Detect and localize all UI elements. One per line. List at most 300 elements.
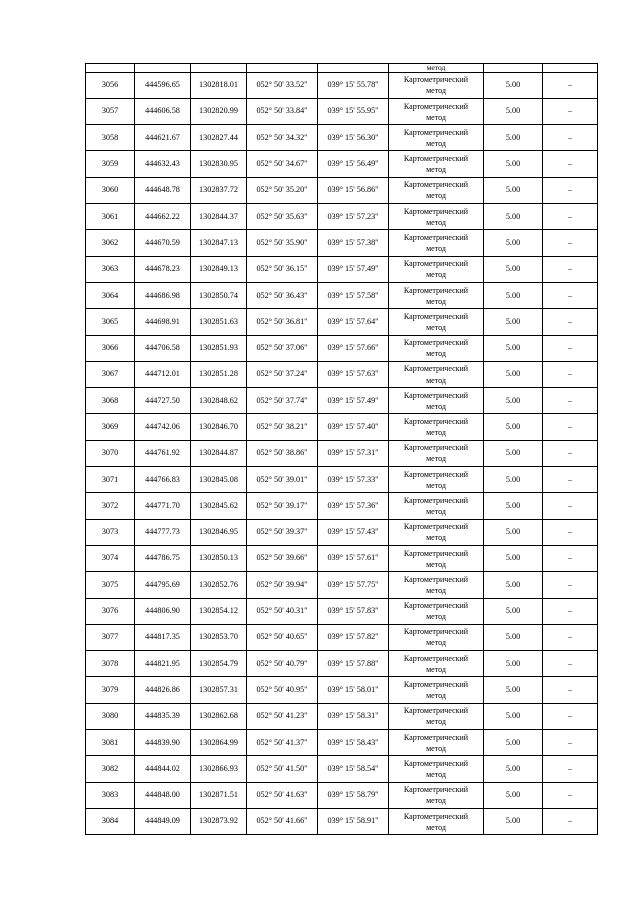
method-line-1: Картометрический xyxy=(403,811,469,821)
method-cell xyxy=(389,493,484,519)
y-coordinate-cell: 1302846.95 xyxy=(191,519,247,545)
method-line-1: Картометрический xyxy=(403,180,469,190)
method-cell xyxy=(389,256,484,282)
latitude-cell: 052° 50' 35.90" xyxy=(247,230,318,256)
x-coordinate-cell: 444777.73 xyxy=(135,519,191,545)
method-line-2: метод xyxy=(426,454,446,464)
latitude-cell: 052° 50' 37.74" xyxy=(247,388,318,414)
longitude-cell: 039° 15' 58.31" xyxy=(318,703,389,729)
continuation-row xyxy=(86,64,598,73)
method-line-1: Картометрический xyxy=(403,732,469,742)
longitude-cell: 039° 15' 57.43" xyxy=(318,519,389,545)
point-number-cell: 3067 xyxy=(86,361,135,387)
method-line-2: метод xyxy=(426,743,446,753)
y-coordinate-cell: 1302818.01 xyxy=(191,72,247,98)
note-cell: – xyxy=(543,98,598,124)
cell-empty xyxy=(86,64,135,73)
y-coordinate-cell: 1302850.13 xyxy=(191,545,247,571)
longitude-cell: 039° 15' 57.58" xyxy=(318,282,389,308)
note-cell: – xyxy=(543,256,598,282)
method-line-2: метод xyxy=(426,322,446,332)
method-line-2: метод xyxy=(426,796,446,806)
x-coordinate-cell: 444678.23 xyxy=(135,256,191,282)
accuracy-cell: 5.00 xyxy=(484,72,543,98)
note-cell: – xyxy=(543,519,598,545)
longitude-cell: 039° 15' 57.82" xyxy=(318,624,389,650)
table-row xyxy=(86,598,598,624)
method-cell xyxy=(389,440,484,466)
point-number-cell: 3061 xyxy=(86,204,135,230)
y-coordinate-cell: 1302851.63 xyxy=(191,309,247,335)
latitude-cell: 052° 50' 33.52" xyxy=(247,72,318,98)
accuracy-cell: 5.00 xyxy=(484,677,543,703)
table-row xyxy=(86,98,598,124)
latitude-cell: 052° 50' 34.67" xyxy=(247,151,318,177)
method-cell xyxy=(389,756,484,782)
method-line-1: Картометрический xyxy=(403,495,469,505)
note-cell: – xyxy=(543,414,598,440)
x-coordinate-cell: 444632.43 xyxy=(135,151,191,177)
point-number-cell: 3083 xyxy=(86,782,135,808)
note-cell: – xyxy=(543,309,598,335)
accuracy-cell: 5.00 xyxy=(484,624,543,650)
table-row xyxy=(86,230,598,256)
accuracy-cell: 5.00 xyxy=(484,545,543,571)
accuracy-cell: 5.00 xyxy=(484,282,543,308)
method-cell xyxy=(389,519,484,545)
note-cell: – xyxy=(543,335,598,361)
point-number-cell: 3084 xyxy=(86,808,135,834)
method-cell xyxy=(389,72,484,98)
note-cell: – xyxy=(543,545,598,571)
note-cell: – xyxy=(543,388,598,414)
method-line-1: Картометрический xyxy=(403,522,469,532)
method-line-2: метод xyxy=(426,506,446,516)
note-cell: – xyxy=(543,703,598,729)
table-row xyxy=(86,730,598,756)
y-coordinate-cell: 1302864.99 xyxy=(191,730,247,756)
cell-empty xyxy=(484,64,543,73)
x-coordinate-cell: 444826.86 xyxy=(135,677,191,703)
longitude-cell: 039° 15' 55.78" xyxy=(318,72,389,98)
latitude-cell: 052° 50' 39.66" xyxy=(247,545,318,571)
accuracy-cell: 5.00 xyxy=(484,361,543,387)
method-line-1: Картометрический xyxy=(403,206,469,216)
latitude-cell: 052° 50' 39.17" xyxy=(247,493,318,519)
longitude-cell: 039° 15' 58.43" xyxy=(318,730,389,756)
method-line-2: метод xyxy=(426,296,446,306)
y-coordinate-cell: 1302847.13 xyxy=(191,230,247,256)
latitude-cell: 052° 50' 38.86" xyxy=(247,440,318,466)
x-coordinate-cell: 444848.00 xyxy=(135,782,191,808)
x-coordinate-cell: 444686.98 xyxy=(135,282,191,308)
note-cell: – xyxy=(543,467,598,493)
table-row xyxy=(86,309,598,335)
table-row xyxy=(86,624,598,650)
longitude-cell: 039° 15' 57.23" xyxy=(318,204,389,230)
latitude-cell: 052° 50' 41.50" xyxy=(247,756,318,782)
cell-method-continued: метод xyxy=(389,64,484,73)
cell-empty xyxy=(135,64,191,73)
method-line-1: Картометрический xyxy=(403,548,469,558)
point-number-cell: 3074 xyxy=(86,545,135,571)
point-number-cell: 3069 xyxy=(86,414,135,440)
y-coordinate-cell: 1302873.92 xyxy=(191,808,247,834)
table-row xyxy=(86,808,598,834)
x-coordinate-cell: 444698.91 xyxy=(135,309,191,335)
method-line-2: метод xyxy=(426,270,446,280)
y-coordinate-cell: 1302820.99 xyxy=(191,98,247,124)
longitude-cell: 039° 15' 57.49" xyxy=(318,388,389,414)
method-line-2: метод xyxy=(426,217,446,227)
latitude-cell: 052° 50' 39.01" xyxy=(247,467,318,493)
longitude-cell: 039° 15' 56.49" xyxy=(318,151,389,177)
method-line-1: Картометрический xyxy=(403,601,469,611)
table-row xyxy=(86,256,598,282)
method-line-2: метод xyxy=(426,769,446,779)
table-row xyxy=(86,782,598,808)
x-coordinate-cell: 444786.75 xyxy=(135,545,191,571)
point-number-cell: 3080 xyxy=(86,703,135,729)
y-coordinate-cell: 1302851.93 xyxy=(191,335,247,361)
longitude-cell: 039° 15' 58.79" xyxy=(318,782,389,808)
note-cell: – xyxy=(543,361,598,387)
method-cell xyxy=(389,598,484,624)
latitude-cell: 052° 50' 38.21" xyxy=(247,414,318,440)
method-line-2: метод xyxy=(426,349,446,359)
accuracy-cell: 5.00 xyxy=(484,335,543,361)
y-coordinate-cell: 1302844.87 xyxy=(191,440,247,466)
table-row xyxy=(86,414,598,440)
x-coordinate-cell: 444844.02 xyxy=(135,756,191,782)
method-cell xyxy=(389,151,484,177)
method-cell xyxy=(389,730,484,756)
cell-empty xyxy=(318,64,389,73)
y-coordinate-cell: 1302849.13 xyxy=(191,256,247,282)
y-coordinate-cell: 1302853.70 xyxy=(191,624,247,650)
y-coordinate-cell: 1302848.62 xyxy=(191,388,247,414)
method-line-2: метод xyxy=(426,375,446,385)
accuracy-cell: 5.00 xyxy=(484,756,543,782)
method-line-2: метод xyxy=(426,612,446,622)
longitude-cell: 039° 15' 57.61" xyxy=(318,545,389,571)
latitude-cell: 052° 50' 40.31" xyxy=(247,598,318,624)
point-number-cell: 3058 xyxy=(86,125,135,151)
point-number-cell: 3079 xyxy=(86,677,135,703)
x-coordinate-cell: 444606.58 xyxy=(135,98,191,124)
point-number-cell: 3082 xyxy=(86,756,135,782)
accuracy-cell: 5.00 xyxy=(484,730,543,756)
latitude-cell: 052° 50' 41.23" xyxy=(247,703,318,729)
x-coordinate-cell: 444706.58 xyxy=(135,335,191,361)
method-cell xyxy=(389,98,484,124)
point-number-cell: 3066 xyxy=(86,335,135,361)
method-line-2: метод xyxy=(426,401,446,411)
latitude-cell: 052° 50' 39.37" xyxy=(247,519,318,545)
note-cell: – xyxy=(543,624,598,650)
table-row xyxy=(86,335,598,361)
table-row xyxy=(86,677,598,703)
x-coordinate-cell: 444742.06 xyxy=(135,414,191,440)
cell-empty xyxy=(543,64,598,73)
table-row xyxy=(86,151,598,177)
note-cell: – xyxy=(543,651,598,677)
method-line-1: Картометрический xyxy=(403,364,469,374)
point-number-cell: 3070 xyxy=(86,440,135,466)
y-coordinate-cell: 1302851.28 xyxy=(191,361,247,387)
longitude-cell: 039° 15' 57.49" xyxy=(318,256,389,282)
method-cell xyxy=(389,230,484,256)
method-line-2: метод xyxy=(426,244,446,254)
x-coordinate-cell: 444821.95 xyxy=(135,651,191,677)
table-row xyxy=(86,756,598,782)
y-coordinate-cell: 1302830.95 xyxy=(191,151,247,177)
note-cell: – xyxy=(543,440,598,466)
method-line-1: Картометрический xyxy=(403,706,469,716)
point-number-cell: 3073 xyxy=(86,519,135,545)
method-line-1: Картометрический xyxy=(403,259,469,269)
method-line-2: метод xyxy=(426,533,446,543)
point-number-cell: 3081 xyxy=(86,730,135,756)
latitude-cell: 052° 50' 36.81" xyxy=(247,309,318,335)
method-line-2: метод xyxy=(426,165,446,175)
method-line-1: Картометрический xyxy=(403,680,469,690)
method-line-2: метод xyxy=(426,822,446,832)
longitude-cell: 039° 15' 56.30" xyxy=(318,125,389,151)
method-line-2: метод xyxy=(426,664,446,674)
latitude-cell: 052° 50' 37.24" xyxy=(247,361,318,387)
method-line-2: метод xyxy=(426,480,446,490)
y-coordinate-cell: 1302871.51 xyxy=(191,782,247,808)
latitude-cell: 052° 50' 35.20" xyxy=(247,177,318,203)
point-number-cell: 3064 xyxy=(86,282,135,308)
point-number-cell: 3059 xyxy=(86,151,135,177)
table-row xyxy=(86,282,598,308)
accuracy-cell: 5.00 xyxy=(484,125,543,151)
longitude-cell: 039° 15' 57.38" xyxy=(318,230,389,256)
accuracy-cell: 5.00 xyxy=(484,256,543,282)
accuracy-cell: 5.00 xyxy=(484,467,543,493)
y-coordinate-cell: 1302854.12 xyxy=(191,598,247,624)
table-row xyxy=(86,204,598,230)
longitude-cell: 039° 15' 57.31" xyxy=(318,440,389,466)
method-cell xyxy=(389,651,484,677)
note-cell: – xyxy=(543,151,598,177)
method-cell xyxy=(389,467,484,493)
note-cell: – xyxy=(543,204,598,230)
latitude-cell: 052° 50' 39.94" xyxy=(247,572,318,598)
note-cell: – xyxy=(543,756,598,782)
cell-empty xyxy=(191,64,247,73)
method-line-1: Картометрический xyxy=(403,127,469,137)
longitude-cell: 039° 15' 57.36" xyxy=(318,493,389,519)
note-cell: – xyxy=(543,730,598,756)
x-coordinate-cell: 444761.92 xyxy=(135,440,191,466)
method-cell xyxy=(389,361,484,387)
method-cell xyxy=(389,282,484,308)
point-number-cell: 3062 xyxy=(86,230,135,256)
longitude-cell: 039° 15' 57.66" xyxy=(318,335,389,361)
method-line-1: Картометрический xyxy=(403,285,469,295)
point-number-cell: 3065 xyxy=(86,309,135,335)
method-cell xyxy=(389,177,484,203)
x-coordinate-cell: 444795.69 xyxy=(135,572,191,598)
method-line-1: Картометрический xyxy=(403,154,469,164)
method-line-1: Картометрический xyxy=(403,232,469,242)
method-line-1: Картометрический xyxy=(403,653,469,663)
note-cell: – xyxy=(543,598,598,624)
method-line-2: метод xyxy=(426,86,446,96)
x-coordinate-cell: 444839.90 xyxy=(135,730,191,756)
accuracy-cell: 5.00 xyxy=(484,98,543,124)
table-row xyxy=(86,519,598,545)
x-coordinate-cell: 444596.65 xyxy=(135,72,191,98)
note-cell: – xyxy=(543,282,598,308)
accuracy-cell: 5.00 xyxy=(484,493,543,519)
method-cell xyxy=(389,624,484,650)
longitude-cell: 039° 15' 57.33" xyxy=(318,467,389,493)
y-coordinate-cell: 1302854.79 xyxy=(191,651,247,677)
accuracy-cell: 5.00 xyxy=(484,808,543,834)
method-line-1: Картометрический xyxy=(403,101,469,111)
method-cell xyxy=(389,545,484,571)
method-line-1: Картометрический xyxy=(403,338,469,348)
note-cell: – xyxy=(543,125,598,151)
table-row xyxy=(86,388,598,414)
point-number-cell: 3057 xyxy=(86,98,135,124)
method-cell xyxy=(389,808,484,834)
table-row xyxy=(86,440,598,466)
y-coordinate-cell: 1302844.37 xyxy=(191,204,247,230)
method-line-1: Картометрический xyxy=(403,574,469,584)
method-line-1: Картометрический xyxy=(403,785,469,795)
note-cell: – xyxy=(543,493,598,519)
latitude-cell: 052° 50' 40.65" xyxy=(247,624,318,650)
method-cell xyxy=(389,388,484,414)
method-cell xyxy=(389,309,484,335)
table-row xyxy=(86,125,598,151)
y-coordinate-cell: 1302862.68 xyxy=(191,703,247,729)
x-coordinate-cell: 444835.39 xyxy=(135,703,191,729)
accuracy-cell: 5.00 xyxy=(484,651,543,677)
method-cell xyxy=(389,204,484,230)
latitude-cell: 052° 50' 36.15" xyxy=(247,256,318,282)
accuracy-cell: 5.00 xyxy=(484,388,543,414)
note-cell: – xyxy=(543,177,598,203)
y-coordinate-cell: 1302846.70 xyxy=(191,414,247,440)
method-line-2: метод xyxy=(426,559,446,569)
latitude-cell: 052° 50' 35.63" xyxy=(247,204,318,230)
longitude-cell: 039° 15' 58.01" xyxy=(318,677,389,703)
x-coordinate-cell: 444712.01 xyxy=(135,361,191,387)
accuracy-cell: 5.00 xyxy=(484,414,543,440)
latitude-cell: 052° 50' 34.32" xyxy=(247,125,318,151)
method-line-1: Картометрический xyxy=(403,443,469,453)
note-cell: – xyxy=(543,677,598,703)
note-cell: – xyxy=(543,782,598,808)
x-coordinate-cell: 444621.67 xyxy=(135,125,191,151)
longitude-cell: 039° 15' 57.64" xyxy=(318,309,389,335)
longitude-cell: 039° 15' 56.86" xyxy=(318,177,389,203)
longitude-cell: 039° 15' 58.54" xyxy=(318,756,389,782)
method-line-1: Картометрический xyxy=(403,758,469,768)
table-row xyxy=(86,361,598,387)
table-row xyxy=(86,703,598,729)
method-line-2: метод xyxy=(426,138,446,148)
latitude-cell: 052° 50' 41.63" xyxy=(247,782,318,808)
note-cell: – xyxy=(543,572,598,598)
y-coordinate-cell: 1302827.44 xyxy=(191,125,247,151)
x-coordinate-cell: 444806.90 xyxy=(135,598,191,624)
point-number-cell: 3077 xyxy=(86,624,135,650)
accuracy-cell: 5.00 xyxy=(484,519,543,545)
method-line-2: метод xyxy=(426,717,446,727)
table-row xyxy=(86,72,598,98)
y-coordinate-cell: 1302850.74 xyxy=(191,282,247,308)
y-coordinate-cell: 1302866.93 xyxy=(191,756,247,782)
table-row xyxy=(86,572,598,598)
latitude-cell: 052° 50' 37.06" xyxy=(247,335,318,361)
point-number-cell: 3071 xyxy=(86,467,135,493)
accuracy-cell: 5.00 xyxy=(484,440,543,466)
point-number-cell: 3068 xyxy=(86,388,135,414)
method-line-1: Картометрический xyxy=(403,469,469,479)
table-row xyxy=(86,493,598,519)
y-coordinate-cell: 1302845.08 xyxy=(191,467,247,493)
point-number-cell: 3060 xyxy=(86,177,135,203)
coordinates-table xyxy=(85,63,598,835)
method-cell xyxy=(389,677,484,703)
table-row xyxy=(86,651,598,677)
y-coordinate-cell: 1302852.76 xyxy=(191,572,247,598)
method-cell xyxy=(389,703,484,729)
accuracy-cell: 5.00 xyxy=(484,782,543,808)
longitude-cell: 039° 15' 55.95" xyxy=(318,98,389,124)
method-line-2: метод xyxy=(426,638,446,648)
latitude-cell: 052° 50' 40.79" xyxy=(247,651,318,677)
y-coordinate-cell: 1302837.72 xyxy=(191,177,247,203)
latitude-cell: 052° 50' 33.84" xyxy=(247,98,318,124)
latitude-cell: 052° 50' 41.37" xyxy=(247,730,318,756)
accuracy-cell: 5.00 xyxy=(484,230,543,256)
longitude-cell: 039° 15' 57.40" xyxy=(318,414,389,440)
point-number-cell: 3075 xyxy=(86,572,135,598)
method-line-2: метод xyxy=(426,191,446,201)
method-line-2: метод xyxy=(426,428,446,438)
accuracy-cell: 5.00 xyxy=(484,598,543,624)
accuracy-cell: 5.00 xyxy=(484,204,543,230)
longitude-cell: 039° 15' 57.63" xyxy=(318,361,389,387)
longitude-cell: 039° 15' 57.83" xyxy=(318,598,389,624)
method-line-2: метод xyxy=(426,691,446,701)
latitude-cell: 052° 50' 40.95" xyxy=(247,677,318,703)
method-line-1: Картометрический xyxy=(403,390,469,400)
method-cell xyxy=(389,335,484,361)
point-number-cell: 3063 xyxy=(86,256,135,282)
table-row xyxy=(86,177,598,203)
x-coordinate-cell: 444662.22 xyxy=(135,204,191,230)
accuracy-cell: 5.00 xyxy=(484,309,543,335)
x-coordinate-cell: 444849.09 xyxy=(135,808,191,834)
point-number-cell: 3056 xyxy=(86,72,135,98)
x-coordinate-cell: 444670.59 xyxy=(135,230,191,256)
longitude-cell: 039° 15' 57.75" xyxy=(318,572,389,598)
x-coordinate-cell: 444766.83 xyxy=(135,467,191,493)
longitude-cell: 039° 15' 57.88" xyxy=(318,651,389,677)
y-coordinate-cell: 1302845.62 xyxy=(191,493,247,519)
accuracy-cell: 5.00 xyxy=(484,572,543,598)
note-cell: – xyxy=(543,230,598,256)
